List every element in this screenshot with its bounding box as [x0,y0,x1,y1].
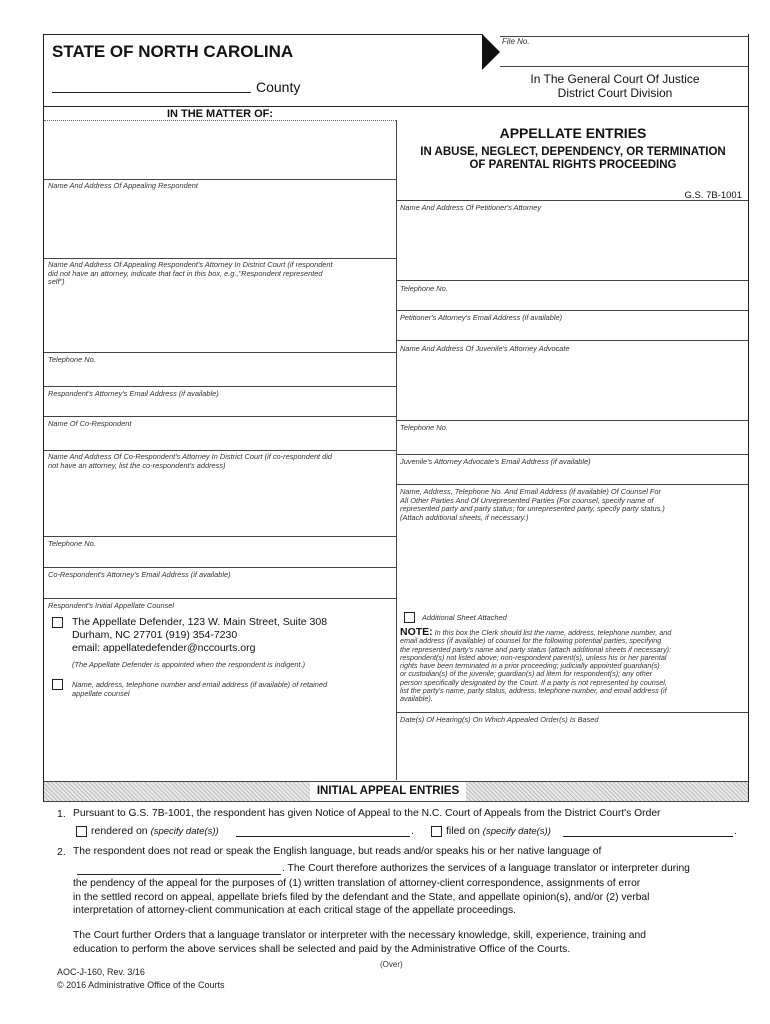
item-2-text: The respondent does not read or speak the English language, but reads and/or speaks his or her native language of [73,846,602,857]
file-no-label: File No. [502,37,530,46]
county-label: County [256,79,301,95]
copyright: © 2016 Administrative Office of the Courts [57,980,225,990]
form-subtitle-line-1: IN ABUSE, NEGLECT, DEPENDENCY, OR TERMINATION [420,146,726,158]
note-heading: NOTE: [400,626,433,638]
appellate-defender-checkbox[interactable] [52,617,63,628]
item-2-number: 2. [57,846,66,858]
co-respondent-label: Name Of Co-Respondent [48,419,132,428]
appellate-defender-info [72,616,327,655]
petitioner-telephone-label: Telephone No. [400,284,448,293]
item-2-body: the pendency of the appeal for the purposes of (1) written translation of attorney-client correspondence, assignments of error in the settled record on appeal, appellate briefs filed by the defendant and the State, and appellate opinion(s), and/or (2) verbal interpretation of attorney-client communication at each critical stage of the appellate proceedings. [73,878,650,916]
hearing-dates-label: Date(s) Of Hearing(s) On Which Appealed Order(s) Is Based [400,715,599,724]
respondent-attorney-email-label: Respondent's Attorney's Email Address (if available) [48,389,219,398]
county-field-line[interactable] [52,92,251,93]
entries-band-right [466,781,748,801]
file-no-line[interactable] [500,36,748,37]
item-2-order: The Court further Orders that a language translator or interpreter with the necessary knowledge, skill, experience, training and education to perform the above services shall be selected and paid by the Administrative Office of the Courts. [73,930,646,955]
item-1-text: Pursuant to G.S. 7B-1001, the respondent has given Notice of Appeal to the N.C. Court of Appeals from the District Court's Order [73,808,661,819]
co-respondent-telephone-label: Telephone No. [48,539,96,548]
defender-address: The Appellate Defender, 123 W. Main Street, Suite 308 [72,616,328,628]
rendered-on-label: rendered on [91,825,148,837]
defender-email: email: appellatedefender@nccourts.org [72,642,256,654]
defender-note: (The Appellate Defender is appointed when the respondent is indigent.) [72,660,306,669]
form-number: AOC-J-160, Rev. 3/16 [57,967,145,977]
filed-on-date-line[interactable] [563,836,733,837]
filed-on-specify: (specify date(s)) [482,826,551,837]
co-respondent-email-label: Co-Respondent's Attorney's Email Address (if available) [48,570,231,579]
retained-counsel-checkbox[interactable] [52,679,63,690]
juvenile-attorney-label: Name And Address Of Juvenile's Attorney Advocate [400,344,570,353]
juvenile-email-label: Juvenile's Attorney Advocate's Email Address (if available) [400,457,591,466]
rendered-on-checkbox[interactable] [76,826,87,837]
respondent-attorney-label: Name And Address Of Appealing Respondent's Attorney In District Court (if respondent did not have an attorney, indicate that fact in this box, e.g.,"Respondent represented self") [48,260,333,286]
native-language-line[interactable] [77,874,281,875]
clerk-note: NOTE: In this box the Clerk should list the name, address, telephone number, and email address (if available) of counsel for the following potential parties, specifying the represented party's name and party status (attach additional sheets if necessary): respondent(s) not listed above; non-respondent parent(s), unless his or her parental rights have been terminated in a prior proceeding; judicially appointed guardian(s) or custodian(s) of the juvenile; guardian(s) ad litem for respondent(s); any other person specifically designated by the Court. If a party is not represented by counsel, list the party's name, party status, address, telephone number, and email address (if available). [400,626,672,704]
filed-on-label: filed on [446,825,480,837]
court-line-1: In The General Court Of Justice [530,72,700,86]
court-line-2: District Court Division [557,86,673,100]
state-title: STATE OF NORTH CAROLINA [52,42,294,61]
defender-city-phone: Durham, NC 27701 (919) 354-7230 [72,629,238,641]
additional-sheet-checkbox[interactable] [404,612,415,623]
retained-counsel-label: Name, address, telephone number and email address (if available) of retained appellate counsel [72,680,328,698]
form-subtitle [398,146,748,172]
column-divider [396,120,397,780]
form-title: APPELLATE ENTRIES [499,125,647,141]
entries-heading: INITIAL APPEAL ENTRIES [316,785,460,797]
file-no-arrow-icon [482,34,500,70]
initial-counsel-label: Respondent's Initial Appellate Counsel [48,601,175,610]
form-subtitle-line-2: OF PARENTAL RIGHTS PROCEEDING [469,159,677,171]
over-label: (Over) [380,960,403,969]
item-1-number: 1. [57,808,66,820]
juvenile-telephone-label: Telephone No. [400,423,448,432]
respondent-attorney-telephone-label: Telephone No. [48,355,96,364]
additional-sheet-label: Additional Sheet Attached [422,613,507,622]
item-2-continuation: . The Court therefore authorizes the services of a language translator or interpreter during [282,863,690,874]
court-name [500,72,730,100]
other-counsel-label: Name, Address, Telephone No. And Email Address (if available) Of Counsel For All Other Parties And Of Unrepresented Parties (For counsel, specify name of represented party and party status; for unrepresented party, specify party status.) (Attach additional sheets, if necessary.) [400,487,665,522]
entries-band-left [44,781,310,801]
filed-on-checkbox[interactable] [431,826,442,837]
rendered-on-specify: (specify date(s)) [150,826,219,837]
petitioner-email-label: Petitioner's Attorney's Email Address (if available) [400,313,563,322]
rendered-on-date-line[interactable] [236,836,410,837]
statute-ref: G.S. 7B-1001 [684,190,742,201]
co-respondent-attorney-label: Name And Address Of Co-Respondent's Attorney In District Court (if co-respondent did not have an attorney, list the co-respondent's address) [48,452,333,470]
in-the-matter-heading: IN THE MATTER OF: [166,108,274,120]
petitioner-attorney-label: Name And Address Of Petitioner's Attorney [400,203,542,212]
appealing-respondent-label: Name And Address Of Appealing Respondent [48,181,198,190]
